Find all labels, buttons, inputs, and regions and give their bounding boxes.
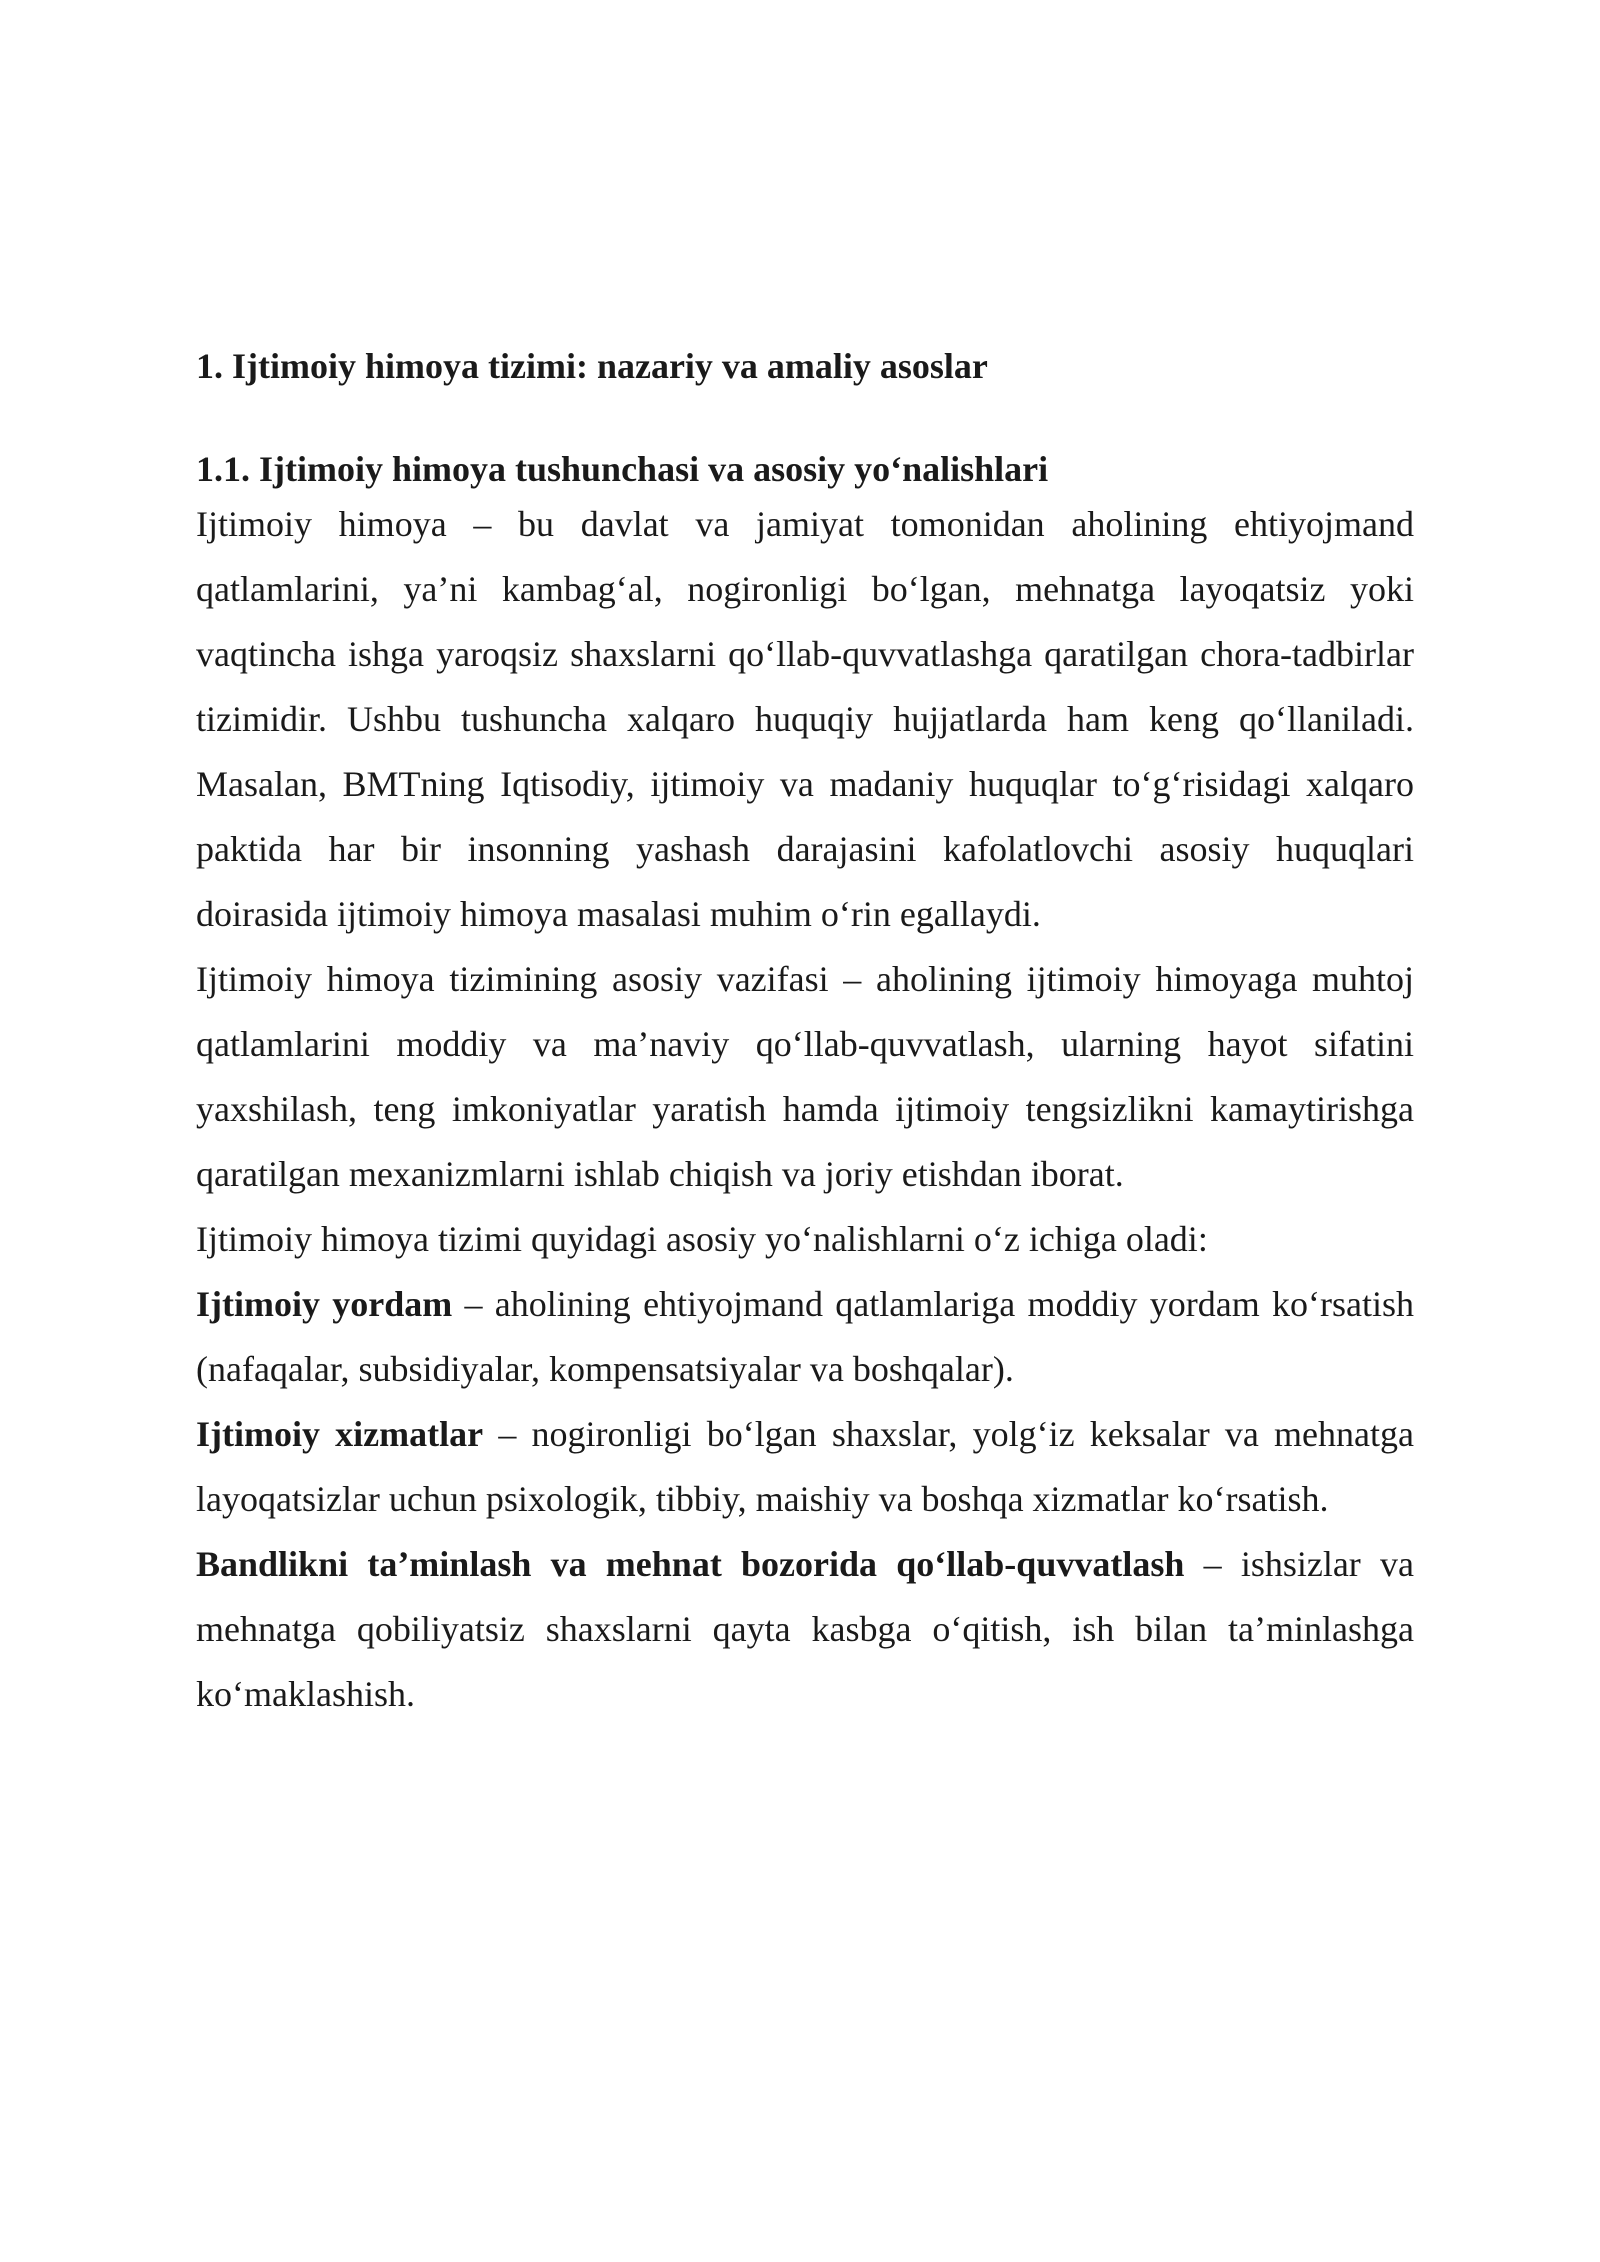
direction-item (196, 1272, 1414, 1402)
document-page (196, 344, 1414, 1727)
direction-description: – aholining ehtiyojmand qatlamlariga moddiy yordam ko‘rsatish (nafaqalar, subsidiyalar, kompensatsiyalar va boshqalar). (196, 1284, 1415, 1389)
paragraph-main-task: Ijtimoiy himoya tizimining asosiy vazifasi – aholining ijtimoiy himoyaga muhtoj qatlamlarini moddiy va ma’naviy qo‘llab-quvvatlash, ularning hayot sifatini yaxshilash, teng imkoniyatlar yaratish hamda ijtimoiy tengsizlikni kamaytirishga qaratilgan mexanizmlarni ishlab chiqish va joriy etishdan iborat. (196, 959, 1414, 1194)
direction-item (196, 1402, 1414, 1532)
subsection-title: 1.1. Ijtimoiy himoya tushunchasi va asosiy yo‘nalishlari (196, 449, 1049, 489)
paragraph-directions-intro: Ijtimoiy himoya tizimi quyidagi asosiy yo‘nalishlarni o‘z ichiga oladi: (196, 1219, 1208, 1259)
section-title: 1. Ijtimoiy himoya tizimi: nazariy va amaliy asoslar (196, 346, 988, 386)
direction-description: – ishsizlar va mehnatga qobiliyatsiz shaxslarni qayta kasbga o‘qitish, ish bilan ta’minlashga ko‘maklashish. (196, 1544, 1414, 1714)
direction-term: Ijtimoiy xizmatlar (196, 1414, 484, 1454)
direction-term: Bandlikni ta’minlash va mehnat bozorida qo‘llab-quvvatlash (196, 1544, 1185, 1584)
direction-term: Ijtimoiy yordam (196, 1284, 453, 1324)
direction-item (196, 1532, 1414, 1727)
direction-description: – nogironligi bo‘lgan shaxslar, yolg‘iz keksalar va mehnatga layoqatsizlar uchun psixologik, tibbiy, maishiy va boshqa xizmatlar ko‘rsatish. (196, 1414, 1414, 1519)
paragraph-definition: Ijtimoiy himoya – bu davlat va jamiyat tomonidan aholining ehtiyojmand qatlamlarini, ya’ni kambag‘al, nogironligi bo‘lgan, mehnatga layoqatsiz yoki vaqtincha ishga yaroqsiz shaxslarni qo‘llab-quvvatlashga qaratilgan chora-tadbirlar tizimidir. Ushbu tushuncha xalqaro huquqiy hujjatlarda ham keng qo‘llaniladi. Masalan, BMTning Iqtisodiy, ijtimoiy va madaniy huquqlar to‘g‘risidagi xalqaro paktida har bir insonning yashash darajasini kafolatlovchi asosiy huquqlari doirasida ijtimoiy himoya masalasi muhim o‘rin egallaydi. (196, 504, 1414, 934)
